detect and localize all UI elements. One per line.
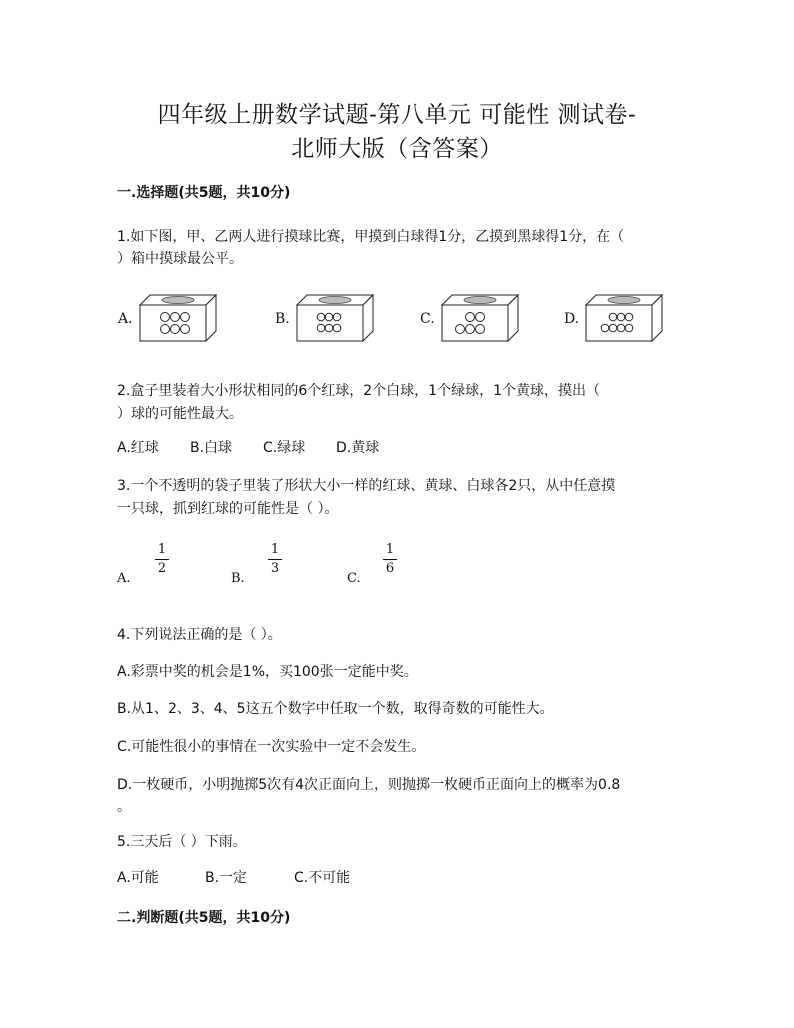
q5-stem: 5.三天后（ ）下雨。 — [117, 834, 247, 850]
q4-option-c[interactable]: C.可能性很小的事情在一次实验中一定不会发生。 — [117, 739, 426, 755]
q2-stem-line-2: ）球的可能性最大。 — [117, 406, 243, 422]
q3-option-c-letter: C. — [347, 571, 361, 586]
q1-option-a-letter: A. — [118, 311, 133, 327]
q5-option-c[interactable]: C.不可能 — [294, 870, 351, 886]
q2-option-d[interactable]: D.黄球 — [336, 440, 380, 456]
q3-option-a-letter: A. — [117, 571, 131, 586]
q4-option-d-line-1[interactable]: D.一枚硬币，小明抛掷5次有4次正面向上，则抛掷一枚硬币正面向上的概率为0.8 — [117, 777, 621, 793]
box-illustration-b — [295, 293, 375, 343]
q1-stem-line-1: 1.如下图，甲、乙两人进行摸球比赛，甲摸到白球得1分，乙摸到黑球得1分，在（ — [117, 229, 625, 245]
q3-stem-line-2: 一只球，抓到红球的可能性是（ ）。 — [117, 501, 339, 517]
q2-option-a[interactable]: A.红球 — [117, 440, 159, 456]
q1-option-b-letter: B. — [275, 311, 290, 327]
section-1-heading: 一.选择题(共5题，共10分) — [117, 185, 291, 201]
q1-option-c-letter: C. — [420, 311, 435, 327]
q4-option-a[interactable]: A.彩票中奖的机会是1%，买100张一定能中奖。 — [117, 664, 418, 680]
q4-stem: 4.下列说法正确的是（ ）。 — [117, 627, 282, 643]
box-illustration-a — [138, 293, 218, 343]
q1-stem-line-2: ）箱中摸球最公平。 — [117, 251, 243, 267]
q3-option-c-fraction: 1 6 — [383, 543, 397, 576]
q3-option-a-fraction: 1 2 — [155, 543, 169, 576]
title-line-1: 四年级上册数学试题-第八单元 可能性 测试卷- — [157, 102, 637, 128]
q4-option-b[interactable]: B.从1、2、3、4、5这五个数字中任取一个数，取得奇数的可能性大。 — [117, 701, 554, 717]
q2-stem-line-1: 2.盒子里装着大小形状相同的6个红球，2个白球，1个绿球，1个黄球，摸出（ — [117, 383, 600, 399]
q2-option-b[interactable]: B.白球 — [190, 440, 233, 456]
q1-option-d-letter: D. — [564, 311, 580, 327]
q4-option-d-line-2: 。 — [117, 799, 131, 815]
q3-option-b-fraction: 1 3 — [268, 543, 282, 576]
q5-option-a[interactable]: A.可能 — [117, 870, 159, 886]
box-illustration-c — [440, 293, 520, 343]
section-2-heading: 二.判断题(共5题，共10分) — [117, 910, 291, 926]
q3-stem-line-1: 3.一个不透明的袋子里装了形状大小一样的红球、黄球、白球各2只，从中任意摸 — [117, 478, 616, 494]
box-illustration-d — [584, 293, 664, 343]
title-line-2: 北师大版（含答案） — [291, 136, 503, 162]
q5-option-b[interactable]: B.一定 — [205, 870, 248, 886]
q2-option-c[interactable]: C.绿球 — [263, 440, 306, 456]
q3-option-b-letter: B. — [231, 571, 245, 586]
